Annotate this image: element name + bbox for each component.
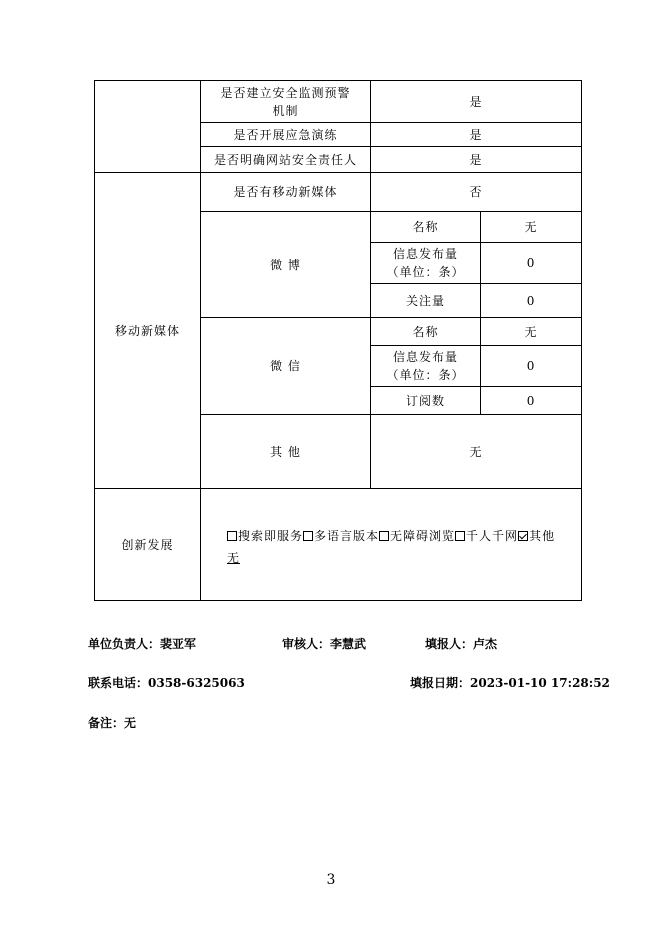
innovation-label: 创新发展 [95, 489, 201, 601]
checkbox-unchecked-icon[interactable] [303, 531, 313, 541]
wechat-name-value: 无 [481, 318, 582, 346]
weibo-posts-value: 0 [481, 243, 582, 284]
has-mobile-media-label: 是否有移动新媒体 [201, 173, 371, 212]
weibo-name-value: 无 [481, 212, 582, 243]
weibo-label: 微 博 [201, 212, 371, 318]
table-row [95, 81, 582, 123]
weibo-posts-label: 信息发布量 （单位：条） [371, 243, 481, 284]
other-media-label: 其 他 [201, 415, 371, 489]
option-personalized[interactable]: 千人千网 [455, 527, 518, 545]
contact-phone: 联系电话：0358-6325063 [88, 676, 245, 690]
option-accessibility[interactable]: 无障碍浏览 [379, 527, 455, 545]
innovation-other-text: 无 [227, 550, 241, 565]
innovation-options [201, 489, 582, 601]
wechat-subscribers-label: 订阅数 [371, 387, 481, 415]
option-search-as-service[interactable]: 搜索即服务 [227, 527, 303, 545]
table-row [95, 173, 582, 212]
emergency-drill-label: 是否开展应急演练 [201, 123, 371, 147]
report-table [94, 80, 582, 601]
fill-date: 填报日期：2023-01-10 17:28:52 [410, 676, 610, 690]
checkbox-unchecked-icon[interactable] [379, 531, 389, 541]
wechat-name-label: 名称 [371, 318, 481, 346]
wechat-posts-value: 0 [481, 346, 582, 387]
security-officer-label: 是否明确网站安全责任人 [201, 147, 371, 173]
weibo-followers-value: 0 [481, 284, 582, 318]
checkbox-unchecked-icon[interactable] [455, 531, 465, 541]
monitoring-warning-label: 是否建立安全监测预警 机制 [201, 81, 371, 123]
filler: 填报人：卢杰 [425, 637, 498, 651]
innovation-option-list [227, 527, 581, 545]
wechat-posts-label: 信息发布量 （单位：条） [371, 346, 481, 387]
reviewer: 审核人：李慧武 [282, 637, 367, 651]
page-number: 3 [326, 872, 336, 888]
weibo-followers-label: 关注量 [371, 284, 481, 318]
wechat-subscribers-value: 0 [481, 387, 582, 415]
mobile-media-section-label: 移动新媒体 [95, 173, 201, 489]
wechat-label: 微 信 [201, 318, 371, 415]
monitoring-warning-value: 是 [371, 81, 582, 123]
checkbox-checked-icon[interactable] [518, 531, 528, 541]
table-row [95, 489, 582, 601]
option-multilingual[interactable]: 多语言版本 [303, 527, 379, 545]
checkbox-unchecked-icon[interactable] [227, 531, 237, 541]
remarks: 备注：无 [88, 716, 137, 730]
unit-head: 单位负责人：裴亚军 [88, 637, 197, 651]
has-mobile-media-value: 否 [371, 173, 582, 212]
option-other[interactable]: 其他 [518, 527, 555, 545]
weibo-name-label: 名称 [371, 212, 481, 243]
other-media-value: 无 [371, 415, 582, 489]
security-section-cell [95, 81, 201, 173]
security-officer-value: 是 [371, 147, 582, 173]
emergency-drill-value: 是 [371, 123, 582, 147]
